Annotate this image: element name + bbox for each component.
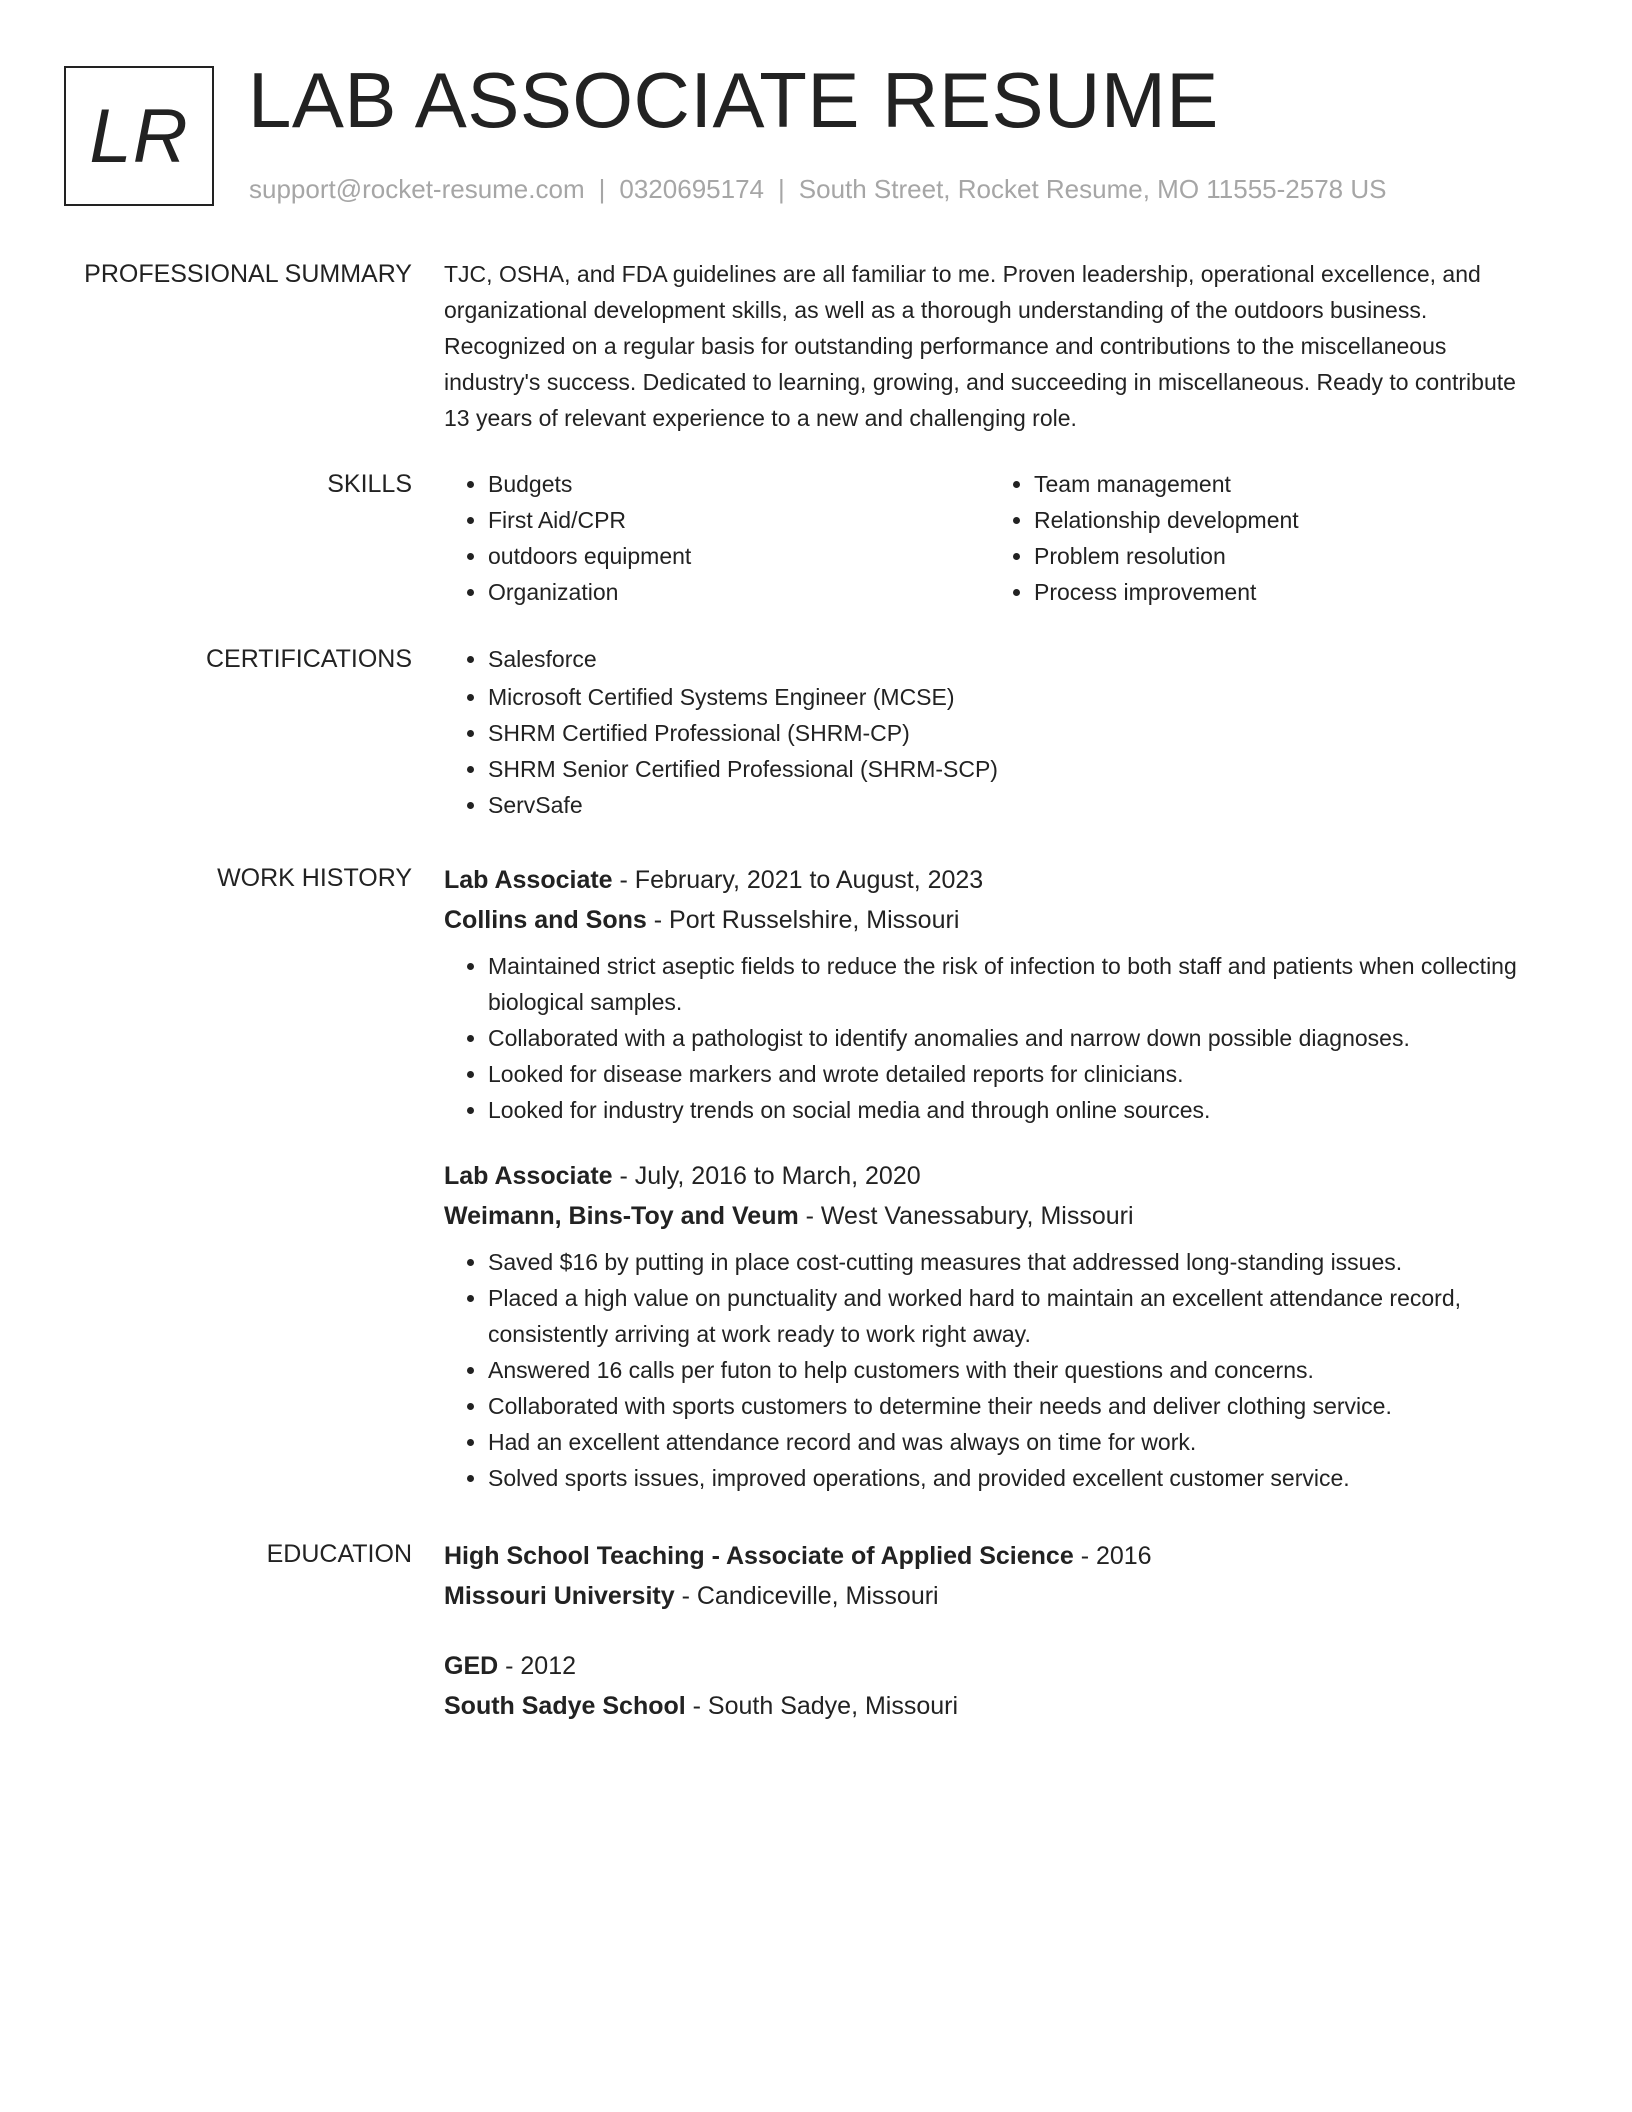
section-label-education: EDUCATION — [266, 1540, 412, 1568]
job-duty-item: • Maintained strict aseptic fields to reduce the risk of infection to both staff and patients when collecting biological samples. — [488, 948, 1544, 1020]
education-degree-line — [444, 1646, 1544, 1686]
education-degree: GED — [444, 1652, 499, 1680]
education-entry — [444, 1536, 1544, 1616]
job-entry — [444, 860, 1544, 1128]
job-duties-list — [444, 1244, 1544, 1496]
summary-text: TJC, OSHA, and FDA guidelines are all familiar to me. Proven leadership, operational excellence, and organizational development skills, as well as a thorough understanding of the outdoors business. Recognized on a regular basis for outstanding performance and contributions to the miscellaneous industry's success. Dedicated to learning, growing, and succeeding in miscellaneous. Ready to contribute 13 years of relevant experience to a new and challenging role. — [444, 261, 1516, 431]
job-duty-item: • Collaborated with a pathologist to identify anomalies and narrow down possible diagnoses. — [488, 1020, 1544, 1056]
resume-title: LAB ASSOCIATE RESUME — [248, 56, 1219, 144]
education-year: - 2012 — [498, 1652, 577, 1680]
job-duty-item: • Looked for disease markers and wrote detailed reports for clinicians. — [488, 1056, 1544, 1092]
contact-separator: | — [598, 174, 606, 204]
certification-item: • Microsoft Certified Systems Engineer (MCSE) — [488, 679, 1544, 715]
skill-item: • Budgets — [488, 466, 990, 502]
job-duty-item: • Placed a high value on punctuality and worked hard to maintain an excellent attendance record, consistently arriving at work ready to work right away. — [488, 1280, 1544, 1352]
job-company: Weimann, Bins-Toy and Veum — [444, 1202, 799, 1230]
education-degree-line — [444, 1536, 1544, 1576]
job-title-line — [444, 860, 1544, 900]
contact-line — [249, 174, 1386, 205]
job-location: - West Vanessabury, Missouri — [798, 1202, 1134, 1230]
education-entry — [444, 1646, 1544, 1726]
contact-email: support@rocket-resume.com — [249, 174, 585, 204]
skill-item: • Team management — [1034, 466, 1536, 502]
job-title-line — [444, 1156, 1544, 1196]
contact-separator: | — [778, 174, 785, 204]
job-company-line — [444, 1196, 1544, 1236]
job-title: Lab Associate — [444, 1162, 613, 1190]
monogram-logo: LR — [64, 66, 214, 206]
education-location: - Candiceville, Missouri — [674, 1582, 939, 1610]
contact-phone: 0320695174 — [619, 174, 764, 204]
job-duties-list — [444, 948, 1544, 1128]
section-label-certifications: CERTIFICATIONS — [205, 645, 412, 673]
education-school: Missouri University — [444, 1582, 675, 1610]
certification-item: • ServSafe — [488, 787, 1544, 823]
education-degree: High School Teaching - Associate of Applied Science — [444, 1542, 1074, 1570]
education-year: - 2016 — [1073, 1542, 1152, 1570]
certification-item: • Salesforce — [488, 641, 1544, 677]
job-dates: - February, 2021 to August, 2023 — [612, 866, 984, 894]
job-dates: - July, 2016 to March, 2020 — [612, 1162, 921, 1190]
section-label-summary: PROFESSIONAL SUMMARY — [84, 260, 412, 288]
certification-item: • SHRM Senior Certified Professional (SHRM-SCP) — [488, 751, 1544, 787]
skills-list-left — [444, 466, 990, 610]
skill-item: • First Aid/CPR — [488, 502, 990, 538]
skill-item: • Organization — [488, 574, 990, 610]
job-entry — [444, 1156, 1544, 1496]
job-company: Collins and Sons — [444, 906, 647, 934]
job-duty-item: • Had an excellent attendance record and was always on time for work. — [488, 1424, 1544, 1460]
job-duty-item: • Collaborated with sports customers to determine their needs and deliver clothing service. — [488, 1388, 1544, 1424]
certification-item: • SHRM Certified Professional (SHRM-CP) — [488, 715, 1544, 751]
job-duty-item: • Solved sports issues, improved operations, and provided excellent customer service. — [488, 1460, 1544, 1496]
job-duty-item: • Saved $16 by putting in place cost-cutting measures that addressed long-standing issues. — [488, 1244, 1544, 1280]
skill-item: • Relationship development — [1034, 502, 1536, 538]
contact-address: South Street, Rocket Resume, MO 11555-2578 US — [798, 174, 1387, 204]
section-label-work-history: WORK HISTORY — [217, 864, 412, 892]
skill-item: • Problem resolution — [1034, 538, 1536, 574]
education-school-line — [444, 1686, 1544, 1726]
education-location: - South Sadye, Missouri — [685, 1692, 959, 1720]
section-label-skills: SKILLS — [327, 470, 412, 498]
job-location: - Port Russelshire, Missouri — [646, 906, 960, 934]
skill-item: • Process improvement — [1034, 574, 1536, 610]
certifications-list — [444, 641, 1544, 823]
education-school: South Sadye School — [444, 1692, 686, 1720]
job-duty-item: • Answered 16 calls per futon to help customers with their questions and concerns. — [488, 1352, 1544, 1388]
skill-item: • outdoors equipment — [488, 538, 990, 574]
job-company-line — [444, 900, 1544, 940]
job-title: Lab Associate — [444, 866, 613, 894]
job-duty-item: • Looked for industry trends on social media and through online sources. — [488, 1092, 1544, 1128]
skills-list-right — [990, 466, 1536, 610]
education-school-line — [444, 1576, 1544, 1616]
